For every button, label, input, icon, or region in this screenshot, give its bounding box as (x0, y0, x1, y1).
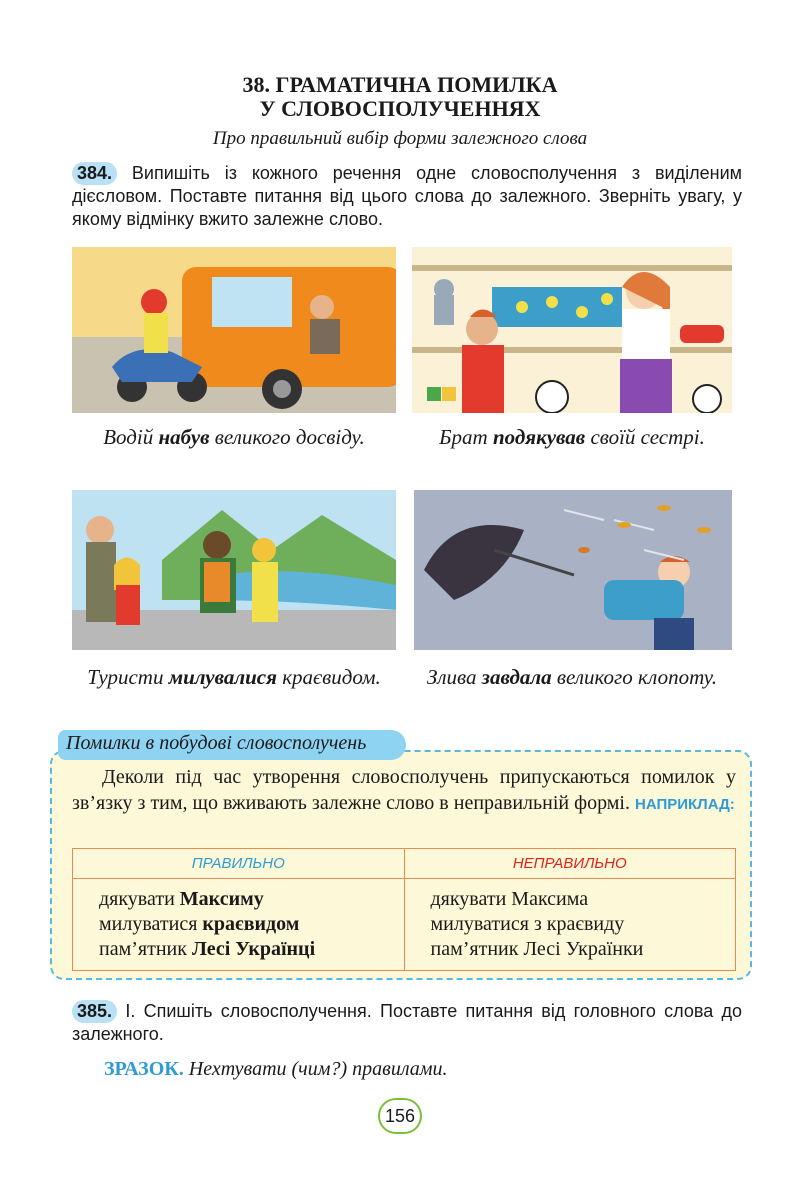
illustration-tourists (72, 490, 396, 650)
caption-1-part2: великого досвіду. (209, 425, 365, 449)
exercise-384-text: Випишіть із кожного речення одне словосполучення з виділеним дієсловом. Поставте питання від цього слова до залежного. Зверніть увагу, у якому відмінку вжито залежне слово. (72, 163, 742, 229)
rule-text (72, 764, 736, 818)
caption-3-part2: краєвидом. (276, 665, 381, 689)
wrong-row: дякувати Максима (430, 888, 589, 910)
sample-text: Нехтувати (чим?) правилами. (183, 1058, 448, 1080)
correct-row: пам’ятник Лесі Українці (99, 938, 316, 960)
chapter-title-line1: 38. ГРАМАТИЧНА ПОМИЛКА (242, 72, 558, 97)
sample-line (104, 1058, 448, 1081)
chapter-title-line2: У СЛОВОСПОЛУЧЕННЯХ (259, 96, 541, 121)
caption-4-part1: Злива (427, 665, 482, 689)
exercise-number-384: 384. (72, 162, 117, 185)
illustration-storm-umbrella (414, 490, 732, 650)
exercise-384 (72, 162, 742, 231)
caption-2-part2: своїй сестрі. (585, 425, 705, 449)
caption-sentence-4 (412, 664, 732, 691)
caption-1-part1: Водій (103, 425, 159, 449)
correct-row: милуватися краєвидом (99, 913, 300, 935)
caption-1-verb: набув (158, 425, 210, 449)
exercise-385 (72, 1000, 742, 1046)
caption-4-part2: великого клопоту. (551, 665, 717, 689)
chapter-subtitle: Про правильний вибір форми залежного слова (212, 128, 588, 149)
correct-row: дякувати Максиму (99, 888, 264, 910)
sample-label: ЗРАЗОК. (104, 1058, 184, 1080)
wrong-column (404, 879, 736, 971)
caption-sentence-3 (72, 664, 396, 691)
caption-sentence-2 (412, 424, 732, 451)
caption-4-verb: завдала (481, 665, 552, 689)
caption-2-part1: Брат (439, 425, 493, 449)
correct-header: ПРАВИЛЬНО (73, 849, 405, 879)
comparison-table (72, 848, 736, 971)
wrong-header: НЕПРАВИЛЬНО (404, 849, 736, 879)
caption-sentence-1 (72, 424, 396, 451)
caption-3-part1: Туристи (87, 665, 169, 689)
caption-2-verb: подякував (492, 425, 586, 449)
wrong-row: пам’ятник Лесі Українки (430, 938, 644, 960)
rule-body: Деколи під час утворення словосполучень припускаються помилок у зв’язку з тим, що вживають залежне слово в неправильній формі. (72, 766, 736, 814)
exercise-385-text: І. Спишіть словосполучення. Поставте питання від головного слова до залежного. (72, 1001, 742, 1044)
rule-heading-tag: Помилки в побудові словосполучень (58, 730, 406, 760)
correct-column (73, 879, 405, 971)
illustration-scooter-van (72, 247, 396, 413)
example-label: НАПРИКЛАД: (634, 796, 735, 813)
exercise-number-385: 385. (72, 1000, 117, 1023)
wrong-row: милуватися з краєвиду (430, 913, 625, 935)
page-number: 156 (378, 1098, 422, 1134)
illustration-toy-shelf (412, 247, 732, 413)
caption-3-verb: милувалися (168, 665, 277, 689)
